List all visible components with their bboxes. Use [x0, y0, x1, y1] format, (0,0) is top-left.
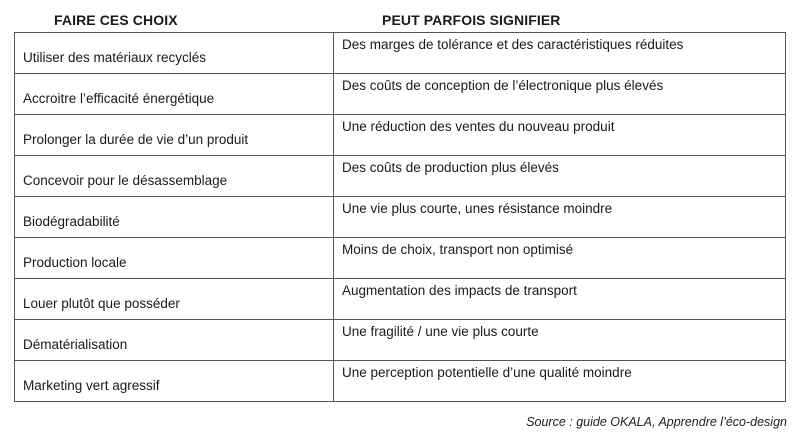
choice-cell: Production locale [15, 238, 334, 279]
meaning-cell: Une vie plus courte, unes résistance moindre [334, 197, 786, 238]
choice-cell: Utiliser des matériaux recyclés [15, 33, 334, 74]
meaning-cell: Augmentation des impacts de transport [334, 279, 786, 320]
choice-cell: Biodégradabilité [15, 197, 334, 238]
choice-cell: Dématérialisation [15, 320, 334, 361]
table-body [14, 32, 786, 402]
header-choices: FAIRE CES CHOIX [54, 12, 178, 28]
meaning-cell: Des coûts de production plus élevés [334, 156, 786, 197]
table-row [15, 33, 786, 74]
header-meaning: PEUT PARFOIS SIGNIFIER [382, 12, 561, 28]
meaning-cell: Des marges de tolérance et des caractéristiques réduites [334, 33, 786, 74]
table-row [15, 361, 786, 402]
meaning-cell: Une fragilité / une vie plus courte [334, 320, 786, 361]
choice-cell: Louer plutôt que posséder [15, 279, 334, 320]
table-row [15, 156, 786, 197]
table-row [15, 197, 786, 238]
table-row [15, 238, 786, 279]
choice-cell: Concevoir pour le désassemblage [15, 156, 334, 197]
meaning-cell: Une réduction des ventes du nouveau produit [334, 115, 786, 156]
choice-cell: Prolonger la durée de vie d’un produit [15, 115, 334, 156]
table-row [15, 115, 786, 156]
choice-cell: Accroitre l’efficacité énergétique [15, 74, 334, 115]
choices-table [14, 8, 786, 402]
meaning-cell: Moins de choix, transport non optimisé [334, 238, 786, 279]
table-row [15, 320, 786, 361]
table-row [15, 279, 786, 320]
meaning-cell: Une perception potentielle d’une qualité moindre [334, 361, 786, 402]
meaning-cell: Des coûts de conception de l’électronique plus élevés [334, 74, 786, 115]
table-header [14, 8, 786, 32]
choice-cell: Marketing vert agressif [15, 361, 334, 402]
table-row [15, 74, 786, 115]
source-citation: Source : guide OKALA, Apprendre l’éco-design [526, 415, 787, 429]
